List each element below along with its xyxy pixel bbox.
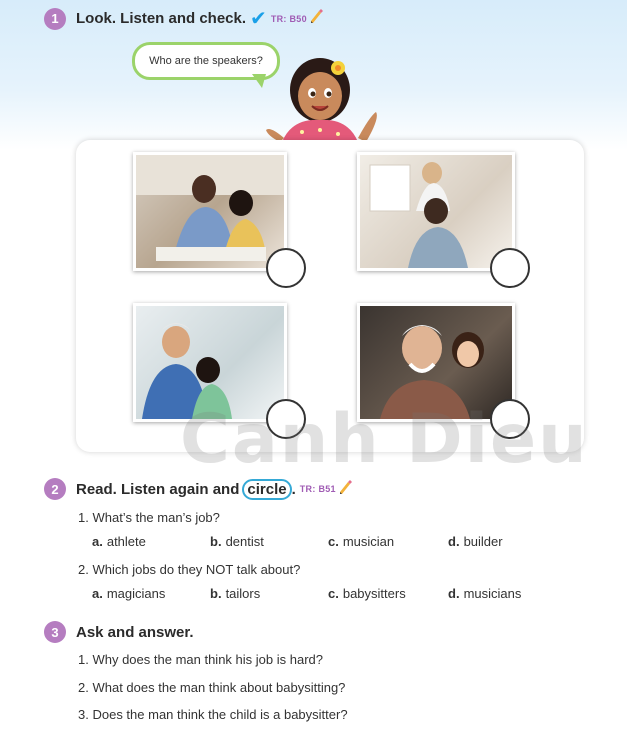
option-letter: a. <box>92 586 103 601</box>
question-number: 2. <box>78 680 89 695</box>
exercise-2-number: 2 <box>44 478 66 500</box>
option-letter: d. <box>448 534 460 549</box>
question-text: What does the man think about babysitting? <box>92 680 346 695</box>
option-letter: a. <box>92 534 103 549</box>
q2-option-b[interactable] <box>210 586 260 601</box>
exercise-2-question-2 <box>78 562 300 577</box>
exercise-2-question-1 <box>78 510 220 525</box>
q1-option-b[interactable] <box>210 534 264 549</box>
pencil-icon <box>310 8 324 29</box>
girl-character-illustration <box>262 46 382 142</box>
question-number: 3. <box>78 707 89 722</box>
option-text: dentist <box>225 534 264 549</box>
q2-option-c[interactable] <box>328 586 406 601</box>
checkmark-icon: ✔ <box>250 8 267 30</box>
exercise-3-question-2 <box>78 680 345 695</box>
question-text: Does the man think the child is a babysitter? <box>92 707 348 722</box>
question-text: Which jobs do they NOT talk about? <box>92 562 301 577</box>
q1-option-d[interactable] <box>448 534 503 549</box>
q2-option-d[interactable] <box>448 586 521 601</box>
exercise-3-question-3 <box>78 707 348 722</box>
track-number-b51: TR: B51 <box>299 484 336 494</box>
exercise-1-title: Look. Listen and check. <box>76 10 247 27</box>
question-text: Why does the man think his job is hard? <box>92 652 323 667</box>
q2-option-a[interactable] <box>92 586 165 601</box>
exercise-3-title: Ask and answer. <box>76 623 194 641</box>
q1-option-c[interactable] <box>328 534 394 549</box>
answer-circle-1[interactable] <box>266 248 306 288</box>
question-number: 1. <box>78 652 89 667</box>
pencil-icon <box>339 479 353 500</box>
exercise-3-header <box>44 621 194 643</box>
option-text: athlete <box>106 534 146 549</box>
option-text: tailors <box>225 586 261 601</box>
option-text: magicians <box>106 586 166 601</box>
option-letter: c. <box>328 586 339 601</box>
option-text: musician <box>342 534 395 549</box>
question-number: 2. <box>78 562 89 577</box>
photo-father-son-reading <box>133 152 287 271</box>
watermark-logo: Canh Dieu <box>180 400 589 479</box>
option-text: musicians <box>463 586 522 601</box>
photo-father-daughter-shoulders <box>357 152 515 271</box>
option-letter: d. <box>448 586 460 601</box>
speech-bubble: Who are the speakers? <box>132 42 280 80</box>
option-letter: b. <box>210 586 222 601</box>
question-number: 1. <box>78 510 89 525</box>
option-text: babysitters <box>342 586 406 601</box>
option-letter: b. <box>210 534 222 549</box>
exercise-3-number: 3 <box>44 621 66 643</box>
exercise-1-number: 1 <box>44 8 66 30</box>
exercise-1-header <box>44 6 324 31</box>
track-number-b50: TR: B50 <box>270 13 307 24</box>
exercise-2-title-end: . <box>291 480 296 498</box>
q1-option-a[interactable] <box>92 534 146 549</box>
option-text: builder <box>463 534 503 549</box>
exercise-2-title-circled-word: circle <box>242 479 291 500</box>
option-letter: c. <box>328 534 339 549</box>
exercise-2-title: Read. Listen again and <box>76 480 240 498</box>
exercise-3-question-1 <box>78 652 323 667</box>
answer-circle-2[interactable] <box>490 248 530 288</box>
exercise-2-header <box>44 478 353 500</box>
question-text: What’s the man’s job? <box>92 510 220 525</box>
